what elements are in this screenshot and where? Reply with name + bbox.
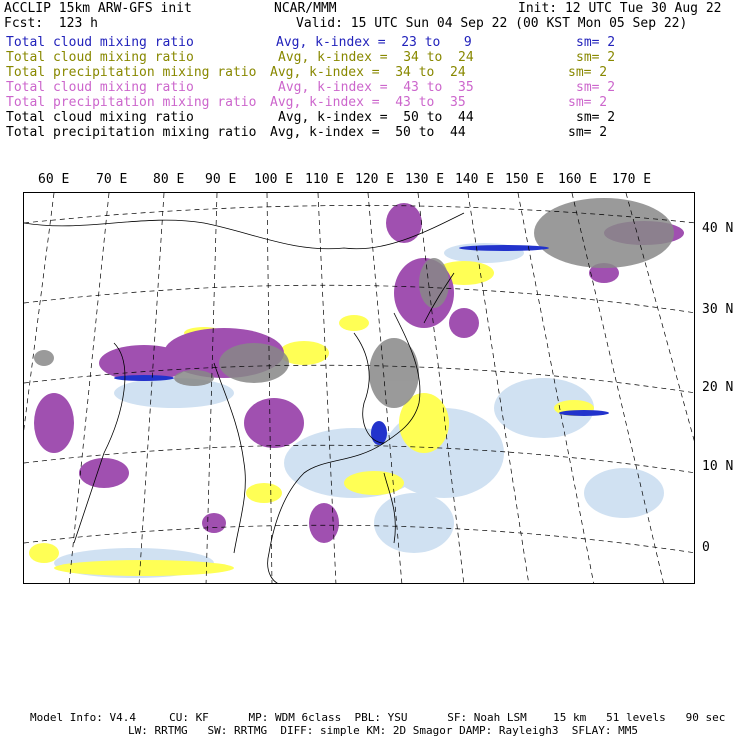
cloud-area bbox=[534, 198, 674, 268]
longitude-label: 160 E bbox=[558, 172, 598, 187]
cloud-area bbox=[374, 493, 454, 553]
longitude-label: 150 E bbox=[505, 172, 545, 187]
longitude-label: 100 E bbox=[254, 172, 294, 187]
cloud-area bbox=[54, 560, 234, 576]
field-name: Total precipitation mixing ratio bbox=[6, 95, 257, 110]
longitude-label: 80 E bbox=[153, 172, 185, 187]
field-avg: Avg, k-index = 23 to 9 bbox=[276, 35, 472, 50]
longitude-line bbox=[267, 193, 272, 584]
field-sm: sm= 2 bbox=[576, 110, 616, 125]
longitude-label: 120 E bbox=[355, 172, 395, 187]
model-info-line2: LW: RRTMG SW: RRTMG DIFF: simple KM: 2D Smagor DAMP: Rayleigh3 SFLAY: MM5 bbox=[128, 724, 638, 737]
cloud-area bbox=[459, 245, 549, 251]
longitude-label: 60 E bbox=[38, 172, 70, 187]
latitude-label: 10 N bbox=[702, 459, 734, 474]
field-sm: sm= 2 bbox=[576, 35, 616, 50]
field-avg: Avg, k-index = 43 to 35 bbox=[278, 80, 474, 95]
field-sm: sm= 2 bbox=[568, 65, 608, 80]
cloud-area bbox=[584, 468, 664, 518]
cloud-area bbox=[449, 308, 479, 338]
field-sm: sm= 2 bbox=[576, 50, 616, 65]
field-avg: Avg, k-index = 34 to 24 bbox=[278, 50, 474, 65]
longitude-label: 110 E bbox=[305, 172, 345, 187]
longitude-line bbox=[69, 193, 109, 584]
longitude-label: 140 E bbox=[455, 172, 495, 187]
map-panel bbox=[23, 192, 695, 584]
cloud-area bbox=[114, 378, 234, 408]
longitude-line bbox=[24, 193, 54, 584]
cloud-area bbox=[174, 370, 214, 386]
forecast-hour: Fcst: 123 h bbox=[4, 16, 98, 31]
cloud-area bbox=[29, 543, 59, 563]
cloud-area bbox=[339, 315, 369, 331]
longitude-label: 170 E bbox=[612, 172, 652, 187]
field-avg: Avg, k-index = 43 to 35 bbox=[270, 95, 466, 110]
cloud-area bbox=[246, 483, 282, 503]
longitude-label: 70 E bbox=[96, 172, 128, 187]
cloud-area bbox=[244, 398, 304, 448]
cloud-area bbox=[219, 343, 289, 383]
cloud-area bbox=[419, 258, 449, 308]
init-time: Init: 12 UTC Tue 30 Aug 22 bbox=[518, 1, 722, 16]
latitude-label: 40 N bbox=[702, 221, 734, 236]
map-canvas bbox=[24, 193, 695, 584]
longitude-label: 130 E bbox=[405, 172, 445, 187]
field-name: Total precipitation mixing ratio bbox=[6, 125, 257, 140]
latitude-label: 0 bbox=[702, 540, 710, 555]
cloud-area bbox=[79, 458, 129, 488]
cloud-area bbox=[34, 350, 54, 366]
cloud-area bbox=[202, 513, 226, 533]
field-sm: sm= 2 bbox=[568, 125, 608, 140]
field-avg: Avg, k-index = 50 to 44 bbox=[278, 110, 474, 125]
cloud-area bbox=[559, 410, 609, 416]
cloud-area bbox=[369, 338, 419, 408]
model-title: ACCLIP 15km ARW-GFS init bbox=[4, 1, 192, 16]
latitude-line bbox=[24, 285, 695, 313]
field-name: Total cloud mixing ratio bbox=[6, 50, 194, 65]
field-name: Total cloud mixing ratio bbox=[6, 80, 194, 95]
organization: NCAR/MMM bbox=[274, 1, 337, 16]
field-name: Total precipitation mixing ratio bbox=[6, 65, 257, 80]
field-sm: sm= 2 bbox=[576, 80, 616, 95]
model-info-line1: Model Info: V4.4 CU: KF MP: WDM 6class PBL: YSU SF: Noah LSM 15 km 51 levels 90 sec bbox=[30, 711, 726, 724]
field-avg: Avg, k-index = 50 to 44 bbox=[270, 125, 466, 140]
latitude-label: 30 N bbox=[702, 302, 734, 317]
cloud-area bbox=[34, 393, 74, 453]
cloud-area bbox=[309, 503, 339, 543]
field-sm: sm= 2 bbox=[568, 95, 608, 110]
cloud-area bbox=[344, 471, 404, 495]
latitude-label: 20 N bbox=[702, 380, 734, 395]
cloud-area bbox=[371, 421, 387, 445]
cloud-area bbox=[386, 203, 422, 243]
field-avg: Avg, k-index = 34 to 24 bbox=[270, 65, 466, 80]
cloud-area bbox=[114, 375, 174, 381]
field-name: Total cloud mixing ratio bbox=[6, 110, 194, 125]
longitude-label: 90 E bbox=[205, 172, 237, 187]
valid-time: Valid: 15 UTC Sun 04 Sep 22 (00 KST Mon 05 Sep 22) bbox=[296, 16, 688, 31]
field-name: Total cloud mixing ratio bbox=[6, 35, 194, 50]
